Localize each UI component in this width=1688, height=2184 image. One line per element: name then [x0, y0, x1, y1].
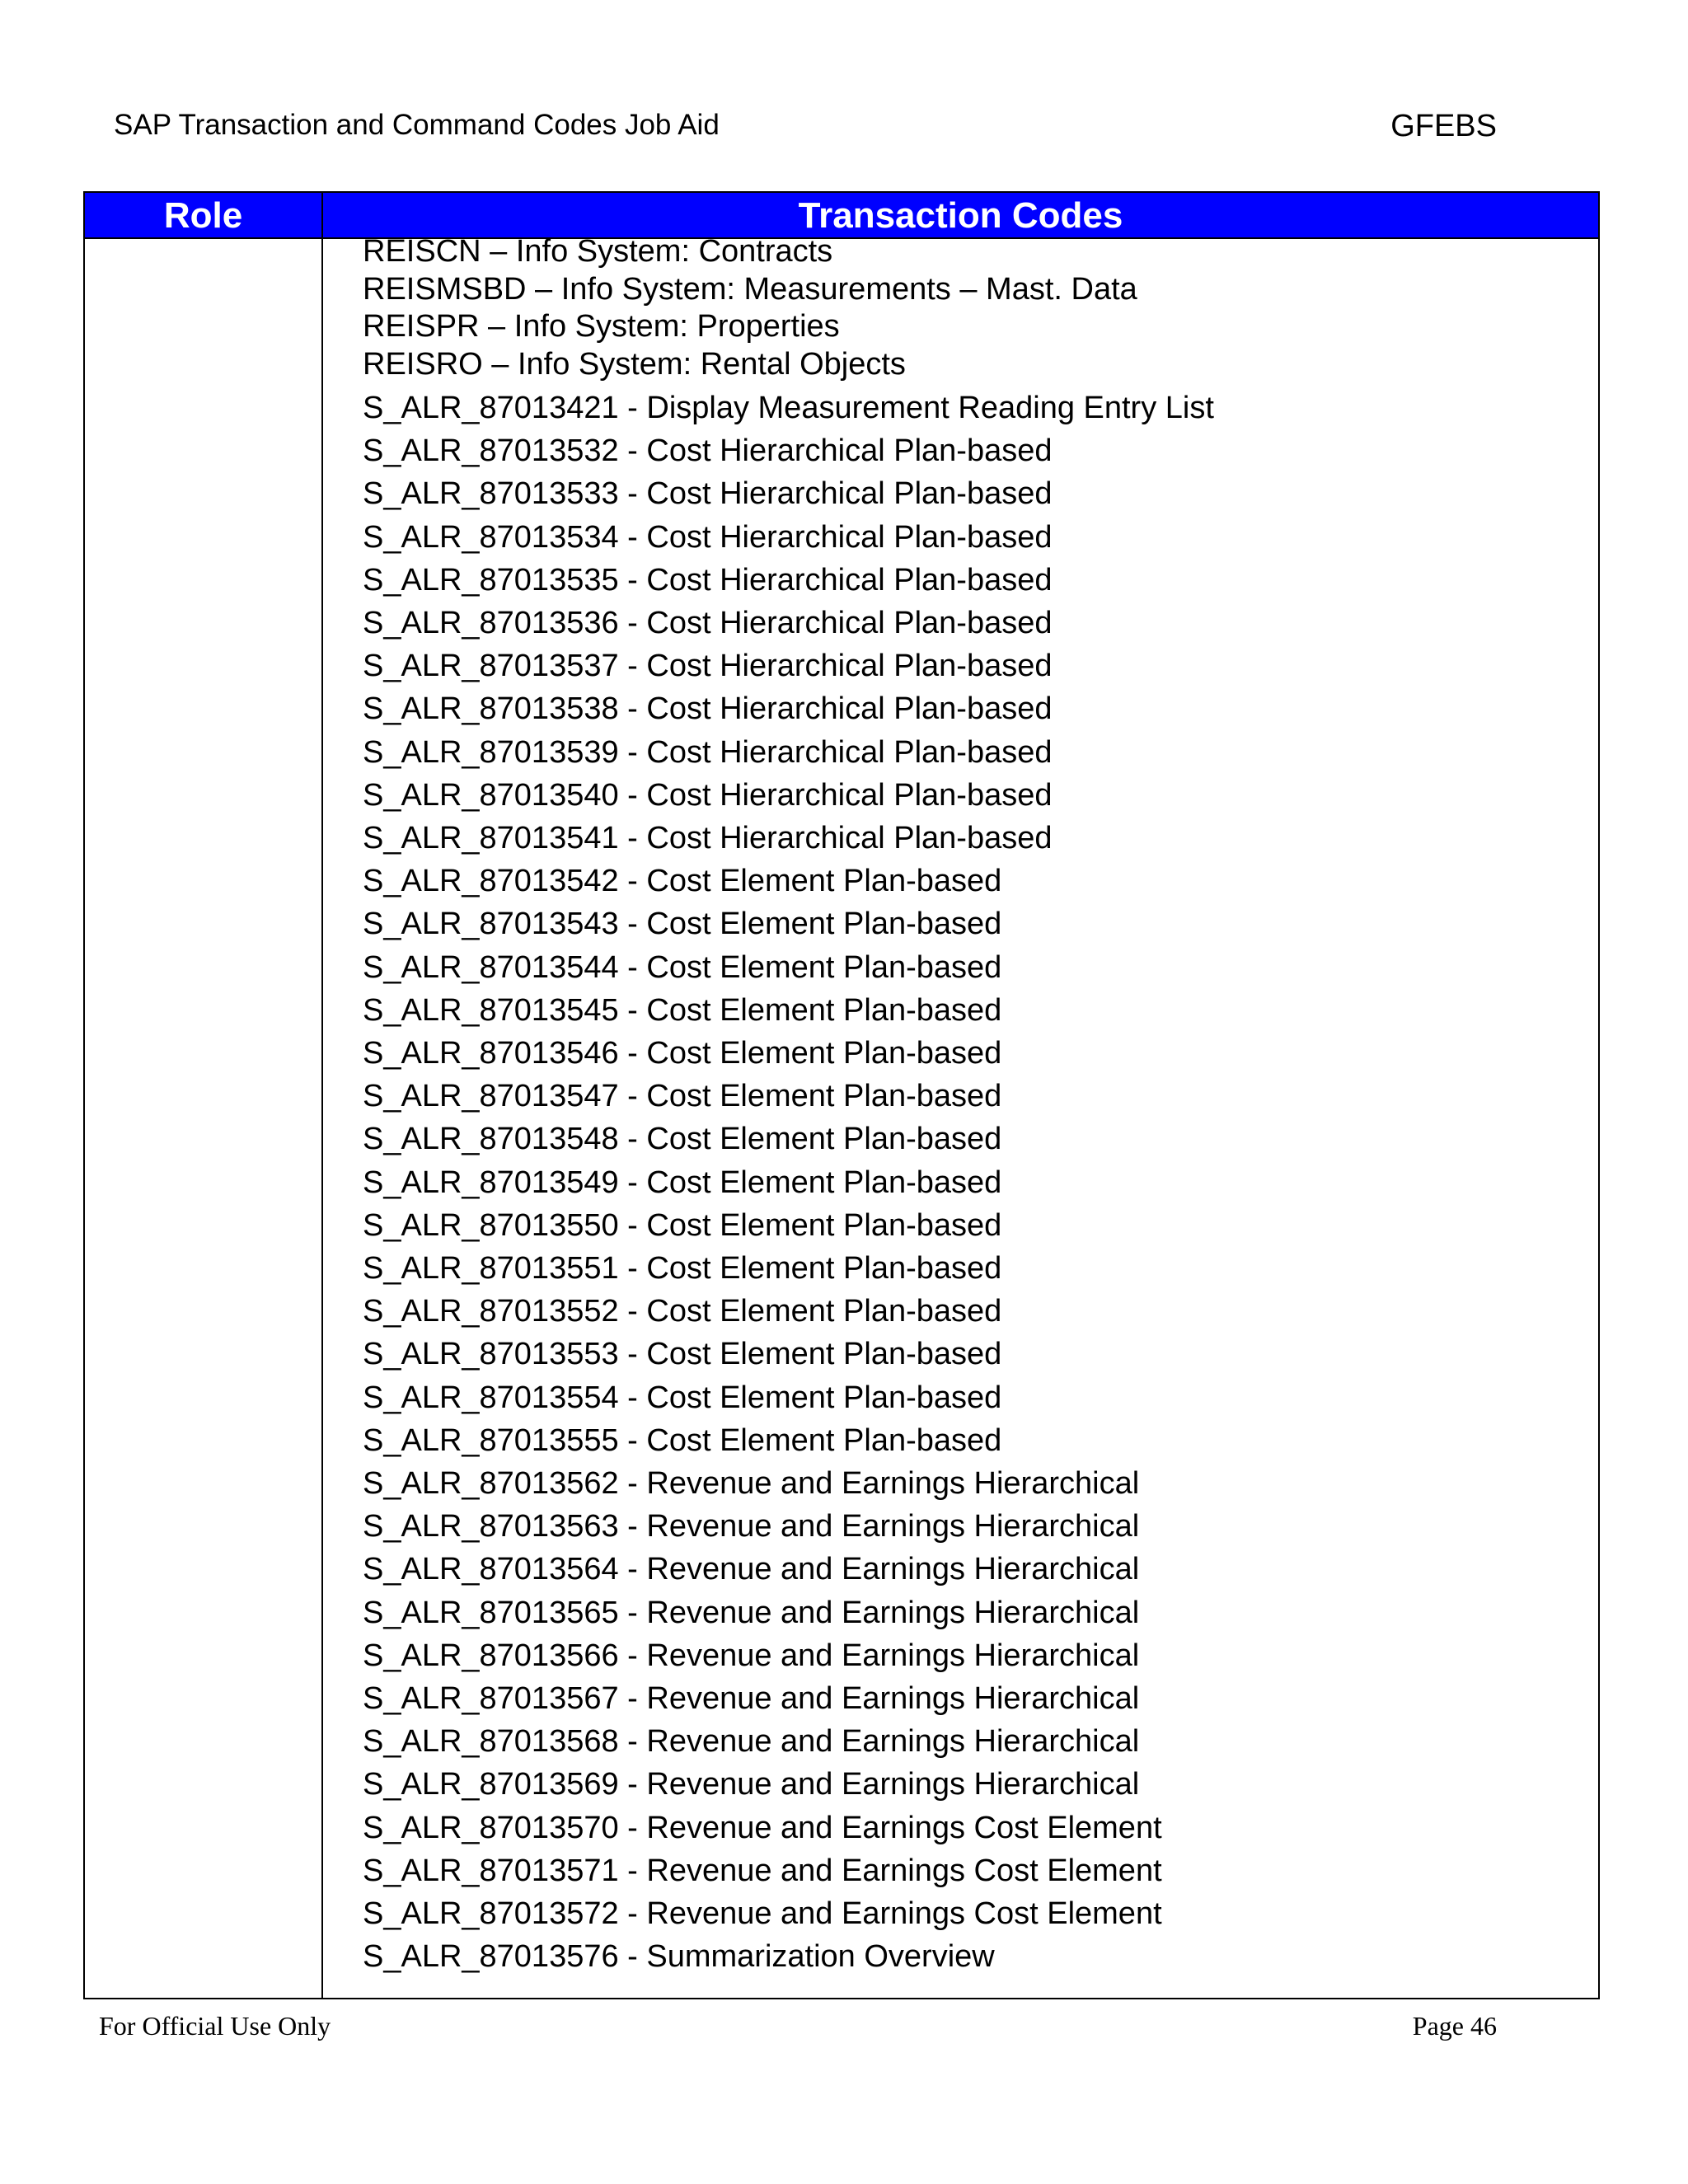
transaction-code-item: REISMSBD – Info System: Measurements – Mast. Data [363, 271, 1137, 307]
column-header-transaction-codes: Transaction Codes [798, 195, 1123, 236]
transaction-code-item: S_ALR_87013538 - Cost Hierarchical Plan-based [363, 691, 1053, 727]
transaction-code-item: S_ALR_87013553 - Cost Element Plan-based [363, 1337, 1002, 1372]
role-cell [85, 239, 321, 1998]
transaction-code-item: S_ALR_87013536 - Cost Hierarchical Plan-based [363, 606, 1053, 640]
transaction-code-item: S_ALR_87013537 - Cost Hierarchical Plan-based [363, 649, 1053, 684]
transaction-code-item: S_ALR_87013542 - Cost Element Plan-based [363, 864, 1002, 899]
transaction-code-item: S_ALR_87013550 - Cost Element Plan-based [363, 1207, 1002, 1243]
transaction-code-item: S_ALR_87013541 - Cost Hierarchical Plan-based [363, 821, 1053, 855]
transaction-code-item: S_ALR_87013535 - Cost Hierarchical Plan-based [363, 562, 1053, 598]
column-header-role: Role [163, 195, 243, 236]
transaction-code-item: REISRO – Info System: Rental Objects [363, 346, 906, 382]
transaction-code-item: S_ALR_87013567 - Revenue and Earnings Hierarchical [363, 1681, 1140, 1716]
transaction-code-item: REISCN – Info System: Contracts [363, 234, 833, 269]
column-divider [321, 193, 323, 1998]
transaction-code-item: S_ALR_87013552 - Cost Element Plan-based [363, 1294, 1002, 1329]
transaction-code-item: S_ALR_87013571 - Revenue and Earnings Cost Element [363, 1853, 1162, 1888]
table-header [85, 193, 1598, 239]
transaction-code-item: S_ALR_87013544 - Cost Element Plan-based [363, 949, 1002, 985]
transaction-code-item: S_ALR_87013532 - Cost Hierarchical Plan-based [363, 434, 1053, 469]
transaction-code-item: S_ALR_87013551 - Cost Element Plan-based [363, 1251, 1002, 1286]
transaction-code-item: S_ALR_87013555 - Cost Element Plan-based [363, 1422, 1002, 1458]
transaction-code-item: S_ALR_87013563 - Revenue and Earnings Hierarchical [363, 1509, 1140, 1544]
transaction-codes-table [83, 191, 1600, 1999]
transaction-codes-cell [363, 234, 1590, 1998]
transaction-code-item: S_ALR_87013568 - Revenue and Earnings Hierarchical [363, 1724, 1140, 1760]
page-number: Page 46 [1412, 2011, 1497, 2041]
transaction-code-item: S_ALR_87013548 - Cost Element Plan-based [363, 1122, 1002, 1157]
transaction-code-item: S_ALR_87013564 - Revenue and Earnings Hierarchical [363, 1552, 1140, 1587]
transaction-code-item: S_ALR_87013534 - Cost Hierarchical Plan-based [363, 519, 1053, 555]
document-title: SAP Transaction and Command Codes Job Aid [114, 109, 720, 141]
transaction-code-item: S_ALR_87013549 - Cost Element Plan-based [363, 1165, 1002, 1200]
transaction-code-item: REISPR – Info System: Properties [363, 309, 840, 344]
transaction-code-item: S_ALR_87013569 - Revenue and Earnings Hierarchical [363, 1767, 1140, 1802]
system-name: GFEBS [1390, 109, 1497, 143]
transaction-code-item: S_ALR_87013572 - Revenue and Earnings Cost Element [363, 1896, 1162, 1931]
transaction-code-item: S_ALR_87013539 - Cost Hierarchical Plan-based [363, 734, 1053, 770]
classification-footer: For Official Use Only [99, 2011, 331, 2041]
transaction-code-item: S_ALR_87013566 - Revenue and Earnings Hierarchical [363, 1638, 1140, 1673]
transaction-code-item: S_ALR_87013570 - Revenue and Earnings Cost Element [363, 1810, 1162, 1845]
transaction-code-item: S_ALR_87013562 - Revenue and Earnings Hierarchical [363, 1466, 1140, 1501]
transaction-code-item: S_ALR_87013533 - Cost Hierarchical Plan-based [363, 476, 1053, 512]
transaction-code-item: S_ALR_87013540 - Cost Hierarchical Plan-based [363, 777, 1053, 813]
transaction-code-item: S_ALR_87013565 - Revenue and Earnings Hierarchical [363, 1595, 1140, 1630]
transaction-code-item: S_ALR_87013545 - Cost Element Plan-based [363, 992, 1002, 1028]
transaction-code-item: S_ALR_87013554 - Cost Element Plan-based [363, 1380, 1002, 1415]
transaction-code-item: S_ALR_87013547 - Cost Element Plan-based [363, 1079, 1002, 1114]
transaction-code-item: S_ALR_87013421 - Display Measurement Reading Entry List [363, 391, 1214, 425]
transaction-code-item: S_ALR_87013543 - Cost Element Plan-based [363, 907, 1002, 942]
transaction-code-item: S_ALR_87013576 - Summarization Overview [363, 1939, 995, 1975]
transaction-code-item: S_ALR_87013546 - Cost Element Plan-based [363, 1036, 1002, 1071]
